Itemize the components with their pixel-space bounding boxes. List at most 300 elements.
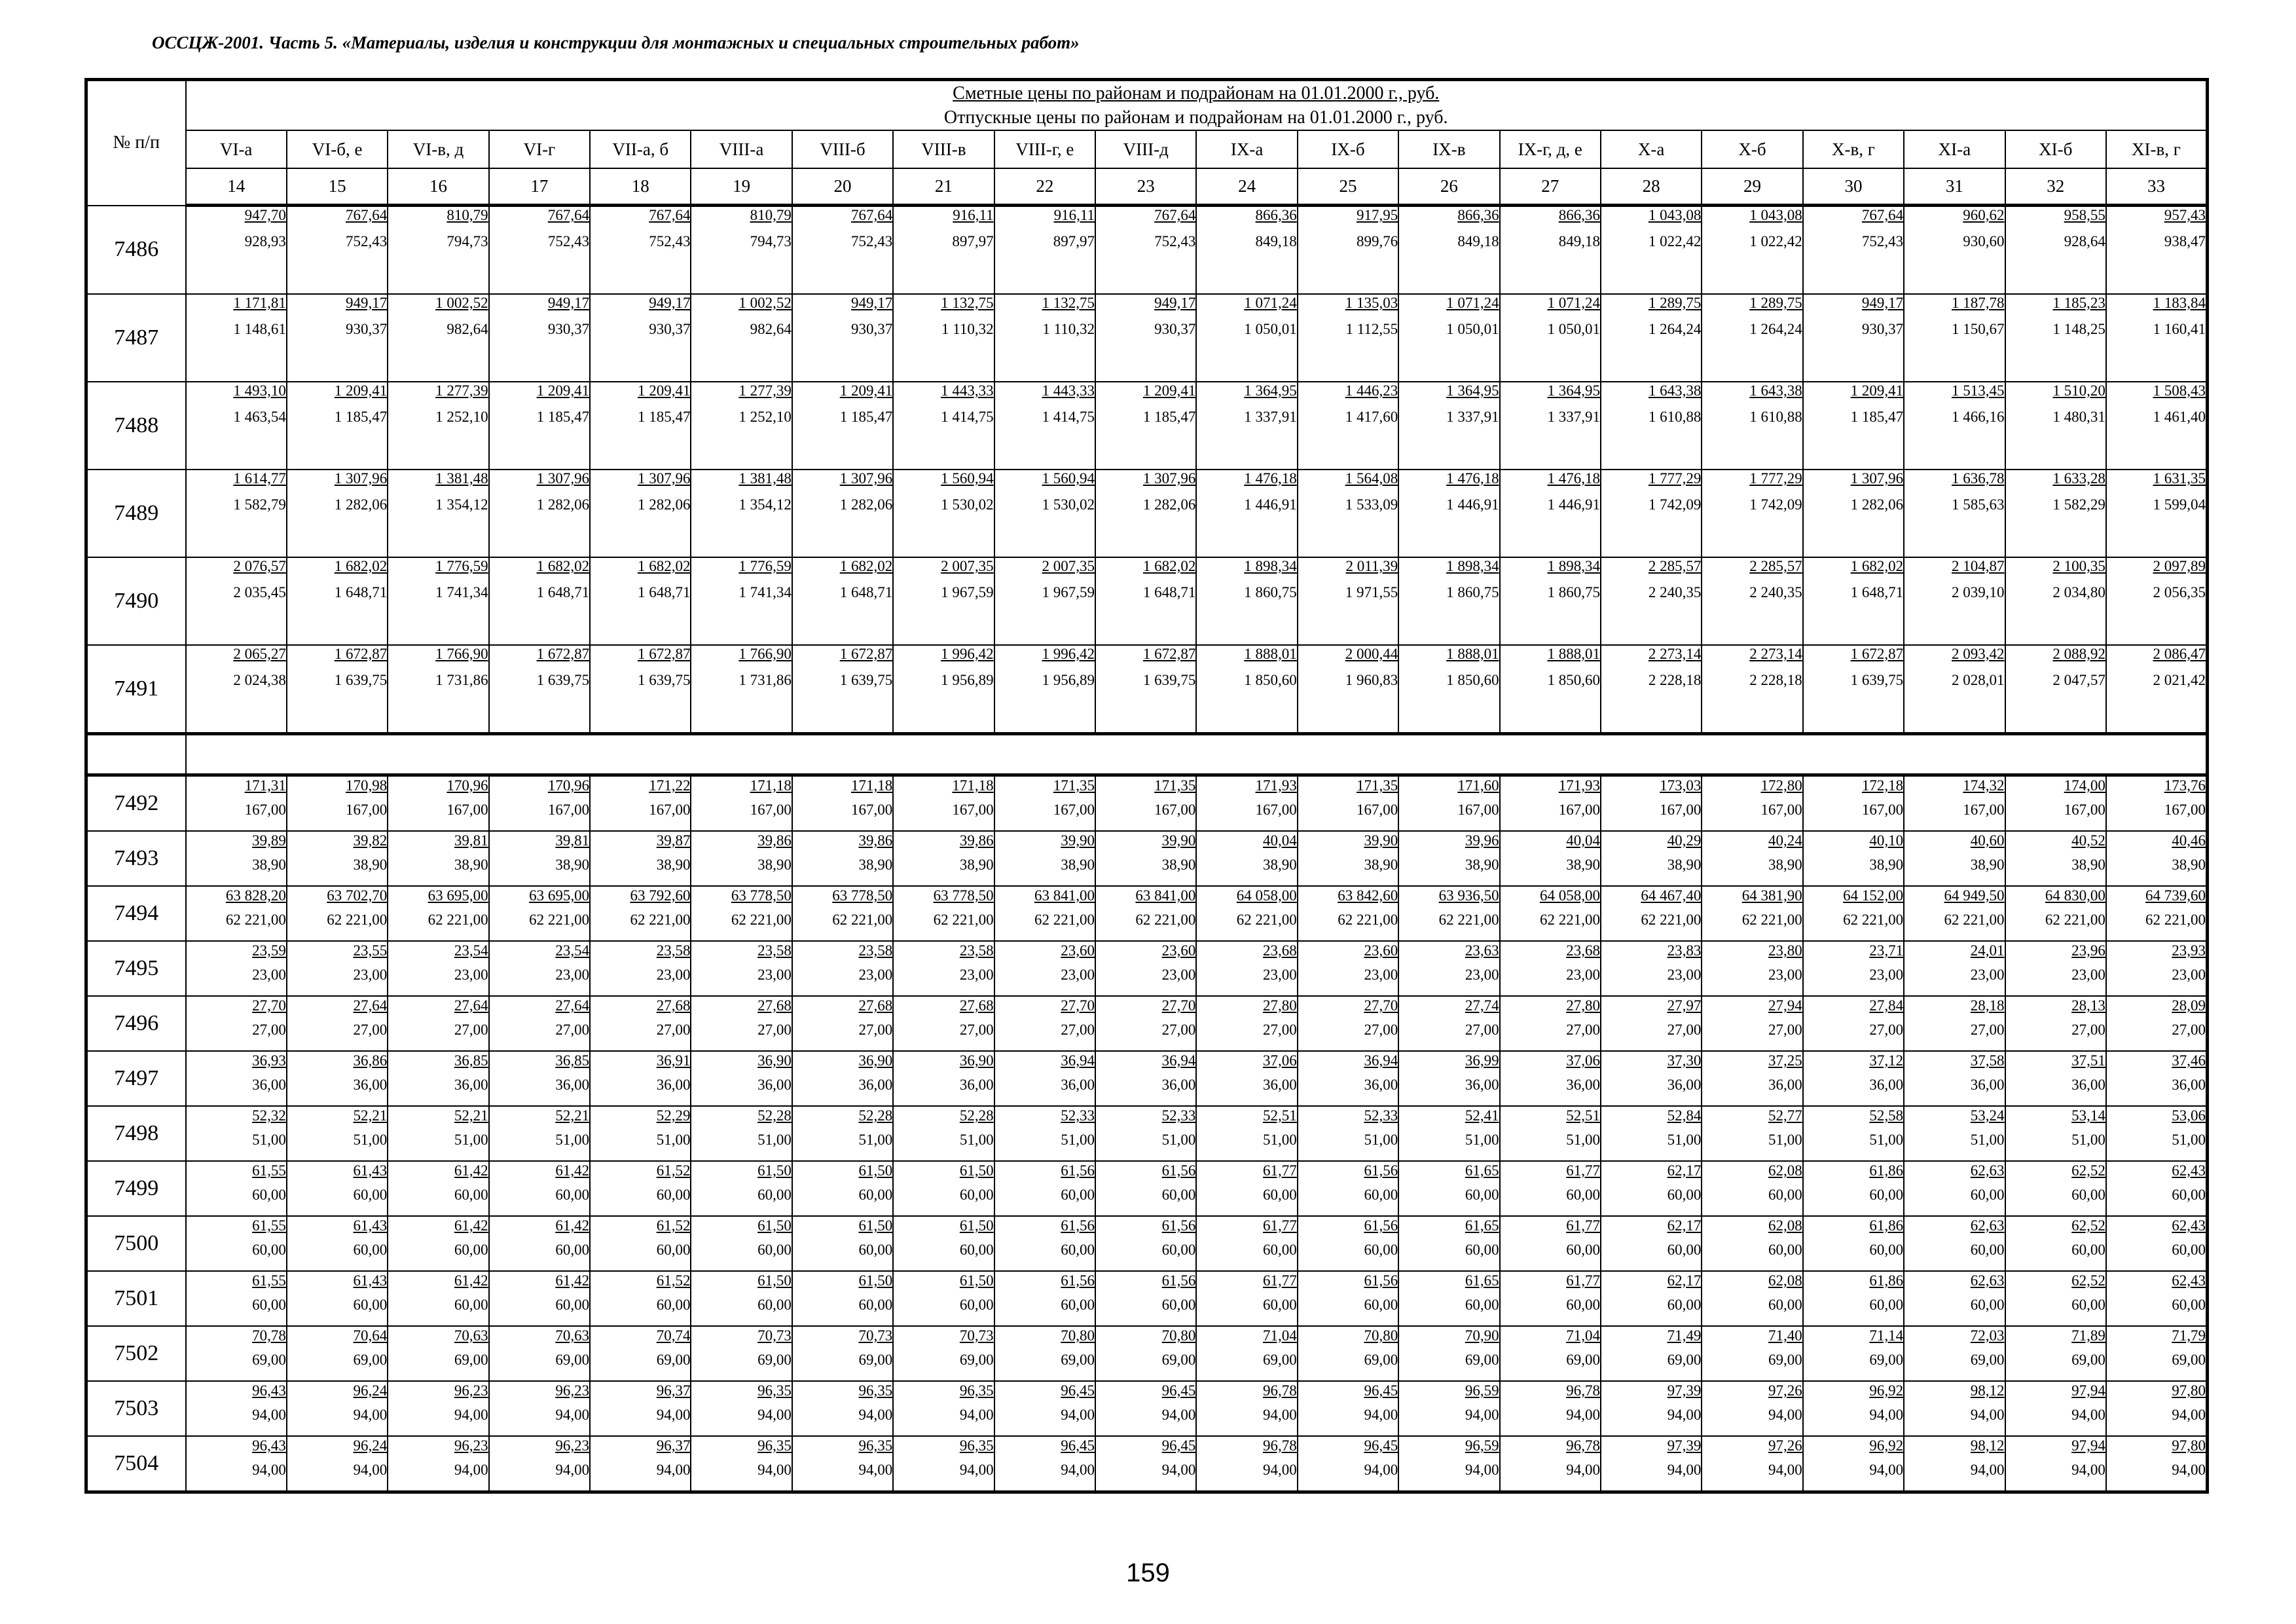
price-cell: [1095, 775, 1196, 832]
column-header-district: X-а: [1601, 130, 1702, 168]
release-price: 94,00: [959, 1407, 994, 1423]
price-cell: [2005, 886, 2106, 941]
price-cell: [186, 294, 287, 382]
price-cell: [691, 996, 792, 1051]
price-cell: [1904, 775, 2005, 832]
price-cell: [388, 645, 488, 734]
price-cell: [1298, 831, 1398, 886]
release-price: 60,00: [1061, 1297, 1095, 1313]
row-number: 7500: [86, 1216, 186, 1271]
release-price: 60,00: [959, 1297, 994, 1313]
release-price: 1 850,60: [1547, 672, 1600, 688]
estimated-price: 63 778,50: [832, 887, 893, 904]
price-cell: [691, 645, 792, 734]
estimated-price: 2 273,14: [1749, 646, 1802, 662]
price-cell: [2106, 294, 2208, 382]
price-cell: [1298, 645, 1398, 734]
estimated-price: 1 307,96: [637, 470, 691, 487]
price-cell: [186, 1436, 287, 1492]
release-price: 167,00: [2164, 802, 2206, 818]
estimated-price: 61,55: [252, 1272, 286, 1289]
price-cell: [2106, 1271, 2208, 1326]
price-cell: [691, 886, 792, 941]
price-cell: [994, 294, 1095, 382]
estimated-price: 1 777,29: [1648, 470, 1702, 487]
price-cell: [1095, 645, 1196, 734]
price-cell: [1095, 294, 1196, 382]
estimated-price: 64 058,00: [1236, 887, 1297, 904]
estimated-price: 24,01: [1970, 942, 2005, 959]
price-cell: [186, 206, 287, 295]
release-price: 167,00: [547, 802, 590, 818]
release-price: 60,00: [959, 1242, 994, 1258]
release-price: 23,00: [1465, 967, 1499, 983]
estimated-price: 37,51: [2071, 1052, 2105, 1069]
price-cell: [893, 557, 994, 645]
price-cell: [691, 1216, 792, 1271]
estimated-price: 62,08: [1768, 1162, 1802, 1179]
release-price: 23,00: [1364, 967, 1398, 983]
release-price: 38,90: [1970, 857, 2005, 873]
release-price: 94,00: [1161, 1407, 1196, 1423]
release-price: 27,00: [252, 1022, 286, 1038]
column-header-district: XI-б: [2005, 130, 2106, 168]
estimated-price: 1 364,95: [1244, 382, 1297, 399]
price-cell: [1298, 1106, 1398, 1161]
estimated-price: 1 766,90: [738, 646, 792, 662]
price-cell: [1196, 886, 1297, 941]
price-cell: [1196, 941, 1297, 996]
estimated-price: 96,43: [252, 1382, 286, 1399]
estimated-price: 170,98: [346, 777, 388, 794]
price-cell: [1702, 1381, 1802, 1436]
release-price: 38,90: [1161, 857, 1196, 873]
price-cell: [1398, 557, 1499, 645]
price-cell: [1702, 294, 1802, 382]
estimated-price: 2 285,57: [1648, 558, 1702, 574]
price-cell: [2005, 206, 2106, 295]
price-cell: [1095, 996, 1196, 1051]
release-price: 94,00: [1061, 1407, 1095, 1423]
release-price: 167,00: [1255, 802, 1297, 818]
column-header-district: XI-в, г: [2106, 130, 2208, 168]
estimated-price: 62,08: [1768, 1217, 1802, 1234]
price-cell: [1095, 470, 1196, 557]
price-cell: [186, 1051, 287, 1106]
estimated-price: 96,45: [1364, 1382, 1398, 1399]
release-price: 38,90: [1364, 857, 1398, 873]
estimated-price: 63 936,50: [1438, 887, 1499, 904]
price-cell: [792, 557, 893, 645]
release-price: 60,00: [1566, 1242, 1600, 1258]
price-cell: [1702, 1161, 1802, 1216]
estimated-price: 61,42: [555, 1217, 590, 1234]
estimated-price: 1 307,96: [839, 470, 893, 487]
release-price: 752,43: [547, 233, 590, 249]
estimated-price: 1 633,28: [2052, 470, 2105, 487]
estimated-price: 36,86: [353, 1052, 388, 1069]
price-cell: [792, 1106, 893, 1161]
estimated-price: 61,50: [959, 1217, 994, 1234]
release-price: 38,90: [2071, 857, 2105, 873]
estimated-price: 917,95: [1356, 207, 1398, 223]
release-price: 60,00: [1970, 1297, 2005, 1313]
estimated-price: 52,77: [1768, 1107, 1802, 1124]
price-cell: [1803, 470, 1904, 557]
table-body: [86, 206, 2208, 1492]
estimated-price: 70,73: [858, 1327, 893, 1344]
estimated-price: 63 841,00: [1135, 887, 1196, 904]
estimated-price: 2 065,27: [233, 646, 286, 662]
estimated-price: 36,94: [1364, 1052, 1398, 1069]
release-price: 23,00: [1869, 967, 1904, 983]
estimated-price: 61,50: [757, 1217, 792, 1234]
estimated-price: 1 564,08: [1345, 470, 1398, 487]
price-cell: [287, 382, 388, 470]
column-header-district: XI-а: [1904, 130, 2005, 168]
release-price: 23,00: [252, 967, 286, 983]
estimated-price: 62,17: [1667, 1272, 1702, 1289]
column-header-district: VIII-г, е: [994, 130, 1095, 168]
estimated-price: 23,54: [454, 942, 488, 959]
estimated-price: 96,78: [1566, 1437, 1600, 1454]
estimated-price: 960,62: [1963, 207, 2005, 223]
release-price: 36,00: [656, 1077, 691, 1093]
estimated-price: 23,55: [353, 942, 388, 959]
estimated-price: 170,96: [446, 777, 488, 794]
release-price: 1 185,47: [334, 409, 388, 425]
estimated-price: 1 493,10: [233, 382, 286, 399]
price-cell: [1601, 557, 1702, 645]
release-price: 1 639,75: [637, 672, 691, 688]
estimated-price: 96,78: [1263, 1437, 1297, 1454]
price-cell: [287, 1271, 388, 1326]
price-cell: [1904, 294, 2005, 382]
price-cell: [893, 206, 994, 295]
release-price: 36,00: [959, 1077, 994, 1093]
release-price: 1 742,09: [1648, 496, 1702, 513]
release-price: 94,00: [1667, 1462, 1702, 1478]
estimated-price: 39,96: [1465, 832, 1499, 849]
estimated-price: 61,56: [1364, 1272, 1398, 1289]
estimated-price: 1 672,87: [839, 646, 893, 662]
estimated-price: 62,17: [1667, 1217, 1702, 1234]
estimated-price: 96,45: [1161, 1382, 1196, 1399]
estimated-price: 52,51: [1263, 1107, 1297, 1124]
estimated-price: 39,86: [959, 832, 994, 849]
price-cell: [2005, 941, 2106, 996]
estimated-price: 97,26: [1768, 1437, 1802, 1454]
estimated-price: 171,35: [1053, 777, 1095, 794]
row-number: 7487: [86, 294, 186, 382]
estimated-price: 1 364,95: [1446, 382, 1499, 399]
price-cell: [388, 1381, 488, 1436]
estimated-price: 1 446,23: [1345, 382, 1398, 399]
release-price: 60,00: [656, 1187, 691, 1203]
price-cell: [1095, 941, 1196, 996]
estimated-price: 37,25: [1768, 1052, 1802, 1069]
release-price: 94,00: [1465, 1462, 1499, 1478]
release-price: 930,37: [1861, 321, 1904, 337]
estimated-price: 70,64: [353, 1327, 388, 1344]
estimated-price: 23,58: [757, 942, 792, 959]
estimated-price: 97,80: [2172, 1382, 2206, 1399]
release-price: 60,00: [2071, 1297, 2105, 1313]
release-price: 36,00: [2071, 1077, 2105, 1093]
estimated-price: 1 132,75: [1042, 295, 1095, 311]
separator-cell: [186, 734, 2208, 775]
column-header-district: IX-в: [1398, 130, 1499, 168]
estimated-price: 1 643,38: [1648, 382, 1702, 399]
release-price: 1 956,89: [1042, 672, 1095, 688]
price-cell: [1095, 382, 1196, 470]
estimated-price: 27,68: [959, 997, 994, 1014]
price-cell: [893, 1106, 994, 1161]
price-cell: [489, 470, 590, 557]
release-price: 62 221,00: [428, 912, 488, 928]
release-price: 1 639,75: [1142, 672, 1196, 688]
price-cell: [1196, 831, 1297, 886]
release-price: 1 185,47: [839, 409, 893, 425]
price-cell: [691, 206, 792, 295]
estimated-price: 52,58: [1869, 1107, 1904, 1124]
estimated-price: 23,68: [1263, 942, 1297, 959]
price-cell: [1702, 886, 1802, 941]
release-price: 51,00: [1465, 1132, 1499, 1148]
release-price: 60,00: [353, 1187, 388, 1203]
estimated-price: 40,46: [2172, 832, 2206, 849]
estimated-price: 949,17: [547, 295, 590, 311]
price-cell: [1196, 1436, 1297, 1492]
release-price: 1 417,60: [1345, 409, 1398, 425]
release-price: 60,00: [1667, 1242, 1702, 1258]
release-price: 23,00: [2172, 967, 2206, 983]
estimated-price: 62,43: [2172, 1272, 2206, 1289]
price-cell: [1298, 1436, 1398, 1492]
estimated-price: 1 132,75: [941, 295, 994, 311]
price-cell: [2106, 1326, 2208, 1381]
release-price: 69,00: [1161, 1352, 1196, 1368]
release-price: 69,00: [1869, 1352, 1904, 1368]
price-cell: [1601, 1436, 1702, 1492]
price-cell: [489, 1436, 590, 1492]
price-cell: [1702, 206, 1802, 295]
estimated-price: 1 277,39: [435, 382, 488, 399]
release-price: 1 533,09: [1345, 496, 1398, 513]
release-price: 69,00: [2071, 1352, 2105, 1368]
release-price: 60,00: [353, 1297, 388, 1313]
price-cell: [994, 1381, 1095, 1436]
release-price: 1 648,71: [536, 584, 590, 600]
price-cell: [1298, 775, 1398, 832]
estimated-price: 1 277,39: [738, 382, 792, 399]
estimated-price: 61,56: [1061, 1217, 1095, 1234]
price-cell: [1298, 1271, 1398, 1326]
price-cell: [1196, 1271, 1297, 1326]
release-price: 1 741,34: [435, 584, 488, 600]
estimated-price: 61,56: [1364, 1162, 1398, 1179]
release-price: 94,00: [1768, 1407, 1802, 1423]
release-price: 1 110,32: [1042, 321, 1095, 337]
price-cell: [1500, 1161, 1601, 1216]
price-cell: [691, 1381, 792, 1436]
column-header-number: № п/п: [86, 80, 186, 206]
release-price: 60,00: [252, 1242, 286, 1258]
estimated-price: 61,77: [1263, 1162, 1297, 1179]
price-cell: [691, 941, 792, 996]
release-price: 51,00: [1161, 1132, 1196, 1148]
price-cell: [186, 775, 287, 832]
estimated-price: 23,60: [1161, 942, 1196, 959]
estimated-price: 949,17: [649, 295, 691, 311]
price-cell: [1904, 1381, 2005, 1436]
estimated-price: 63 842,60: [1338, 887, 1398, 904]
estimated-price: 39,82: [353, 832, 388, 849]
release-price: 1 185,47: [637, 409, 691, 425]
price-cell: [590, 1161, 691, 1216]
estimated-price: 1 209,41: [839, 382, 893, 399]
estimated-price: 40,04: [1566, 832, 1600, 849]
release-price: 38,90: [1768, 857, 1802, 873]
estimated-price: 61,56: [1161, 1162, 1196, 1179]
release-price: 1 960,83: [1345, 672, 1398, 688]
table-row: [86, 645, 2208, 734]
price-cell: [994, 645, 1095, 734]
price-cell: [1904, 1326, 2005, 1381]
release-price: 167,00: [1760, 802, 1802, 818]
release-price: 60,00: [555, 1242, 590, 1258]
release-price: 94,00: [1263, 1407, 1297, 1423]
price-cell: [1196, 1051, 1297, 1106]
price-cell: [1904, 996, 2005, 1051]
price-cell: [1398, 1271, 1499, 1326]
release-price: 51,00: [1364, 1132, 1398, 1148]
estimated-price: 767,64: [1154, 207, 1196, 223]
release-price: 36,00: [1970, 1077, 2005, 1093]
price-cell: [994, 941, 1095, 996]
release-price: 36,00: [1869, 1077, 1904, 1093]
price-cell: [1095, 1436, 1196, 1492]
price-cell: [1095, 886, 1196, 941]
estimated-price: 1 614,77: [233, 470, 286, 487]
price-cell: [186, 831, 287, 886]
release-price: 1 648,71: [1142, 584, 1196, 600]
estimated-price: 96,23: [454, 1437, 488, 1454]
price-cell: [691, 557, 792, 645]
price-cell: [590, 1271, 691, 1326]
price-cell: [1196, 1381, 1297, 1436]
column-number-row: [86, 168, 2208, 206]
release-price: 1 050,01: [1244, 321, 1297, 337]
release-price: 60,00: [1263, 1297, 1297, 1313]
estimated-price: 64 152,00: [1843, 887, 1904, 904]
estimated-price: 39,86: [858, 832, 893, 849]
price-cell: [691, 775, 792, 832]
estimated-price: 1 682,02: [1142, 558, 1196, 574]
release-price: 60,00: [1566, 1297, 1600, 1313]
price-cell: [792, 941, 893, 996]
estimated-price: 23,60: [1364, 942, 1398, 959]
price-cell: [2005, 470, 2106, 557]
estimated-price: 27,70: [252, 997, 286, 1014]
price-cell: [792, 382, 893, 470]
release-price: 69,00: [353, 1352, 388, 1368]
release-price: 1 110,32: [941, 321, 994, 337]
estimated-price: 1 443,33: [1042, 382, 1095, 399]
estimated-price: 27,70: [1364, 997, 1398, 1014]
release-price: 60,00: [858, 1242, 893, 1258]
price-cell: [489, 645, 590, 734]
price-cell: [1803, 886, 1904, 941]
column-header-district: VI-б, е: [287, 130, 388, 168]
price-cell: [1196, 1106, 1297, 1161]
estimated-price: 96,37: [656, 1382, 691, 1399]
price-cell: [792, 294, 893, 382]
release-price: 982,64: [446, 321, 488, 337]
price-cell: [2005, 831, 2106, 886]
estimated-price: 39,81: [454, 832, 488, 849]
release-price: 1 648,71: [637, 584, 691, 600]
price-cell: [1702, 1051, 1802, 1106]
price-cell: [1298, 996, 1398, 1051]
price-cell: [2106, 886, 2208, 941]
price-cell: [1601, 886, 1702, 941]
estimated-price: 1 381,48: [435, 470, 488, 487]
release-price: 69,00: [1465, 1352, 1499, 1368]
price-cell: [1702, 470, 1802, 557]
release-price: 1 530,02: [941, 496, 994, 513]
release-price: 51,00: [1970, 1132, 2005, 1148]
price-cell: [1904, 1051, 2005, 1106]
release-price: 1 354,12: [738, 496, 792, 513]
estimated-price: 23,58: [656, 942, 691, 959]
release-price: 69,00: [1768, 1352, 1802, 1368]
release-price: 36,00: [1263, 1077, 1297, 1093]
estimated-price: 23,60: [1061, 942, 1095, 959]
release-price: 752,43: [1154, 233, 1196, 249]
estimated-price: 96,78: [1566, 1382, 1600, 1399]
estimated-price: 61,56: [1161, 1217, 1196, 1234]
price-cell: [792, 1161, 893, 1216]
release-price: 62 221,00: [1135, 912, 1196, 928]
column-number: 14: [186, 168, 287, 206]
price-cell: [1702, 775, 1802, 832]
release-price: 23,00: [858, 967, 893, 983]
estimated-price: 171,22: [649, 777, 691, 794]
estimated-price: 767,64: [1861, 207, 1904, 223]
release-price: 2 240,35: [1648, 584, 1702, 600]
price-cell: [994, 206, 1095, 295]
price-cell: [590, 941, 691, 996]
price-cell: [590, 294, 691, 382]
price-cell: [2005, 1381, 2106, 1436]
estimated-price: 61,77: [1263, 1217, 1297, 1234]
price-cell: [1601, 996, 1702, 1051]
release-price: 69,00: [454, 1352, 488, 1368]
price-cell: [489, 831, 590, 886]
price-cell: [1196, 294, 1297, 382]
estimated-price: 2 007,35: [941, 558, 994, 574]
estimated-price: 61,42: [555, 1162, 590, 1179]
table-row: [86, 996, 2208, 1051]
release-price: 928,93: [244, 233, 286, 249]
estimated-price: 96,24: [353, 1437, 388, 1454]
release-price: 62 221,00: [2145, 912, 2206, 928]
price-cell: [1398, 1051, 1499, 1106]
estimated-price: 96,23: [555, 1382, 590, 1399]
release-price: 69,00: [555, 1352, 590, 1368]
estimated-price: 62,63: [1970, 1217, 2005, 1234]
